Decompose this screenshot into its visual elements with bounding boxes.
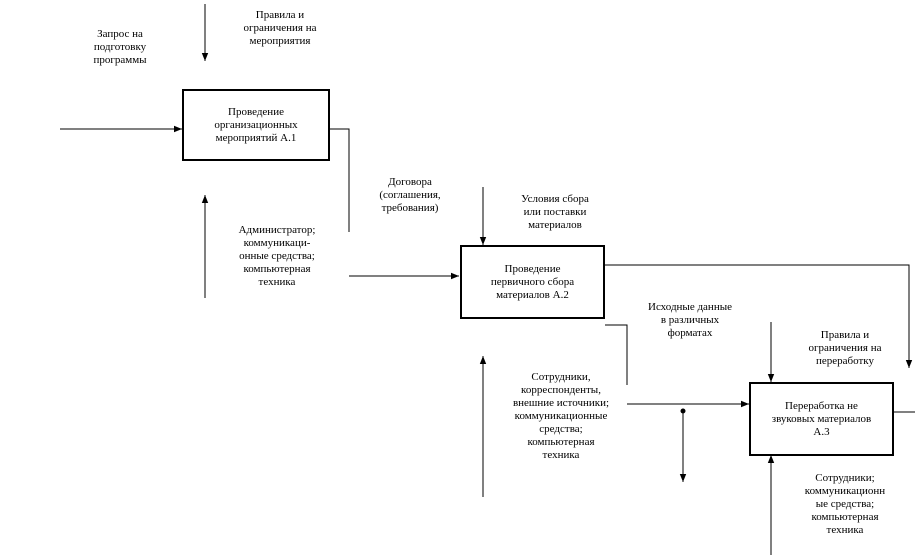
activity-a1-box bbox=[182, 89, 330, 161]
label-conditions: Условия сбора или поставки материалов bbox=[521, 193, 589, 231]
label-request: Запрос на подготовку программы bbox=[93, 28, 147, 66]
label-rules-a3: Правила и ограничения на переработку bbox=[808, 329, 882, 367]
label-staff-a3: Сотрудники; коммуникационн ые средства; компьютерная техника bbox=[804, 472, 886, 536]
junction-dot bbox=[681, 409, 686, 414]
label-contracts: Договора (соглашения, требования) bbox=[379, 176, 441, 214]
activity-a2-box bbox=[460, 245, 605, 319]
label-rules-a1: Правила и ограничения на мероприятия bbox=[243, 9, 317, 47]
label-staff-a2: Сотрудники, корреспонденты, внешние источники; коммуникационные средства; компьютерная техника bbox=[512, 371, 610, 461]
a1-output-line bbox=[330, 129, 349, 232]
label-admin: Администратор; коммуникаци- онные средства; компьютерная техника bbox=[238, 224, 316, 288]
activity-a1-label: Проведение организационных мероприятий А.1 bbox=[214, 105, 298, 144]
activity-a2-label: Проведение первичного сбора материалов А.2 bbox=[490, 262, 575, 301]
label-sources: Исходные данные в различных форматах bbox=[648, 301, 732, 339]
activity-a3-label: Переработка не звуковых материалов А.3 bbox=[771, 399, 872, 438]
activity-a3-box bbox=[749, 382, 894, 456]
